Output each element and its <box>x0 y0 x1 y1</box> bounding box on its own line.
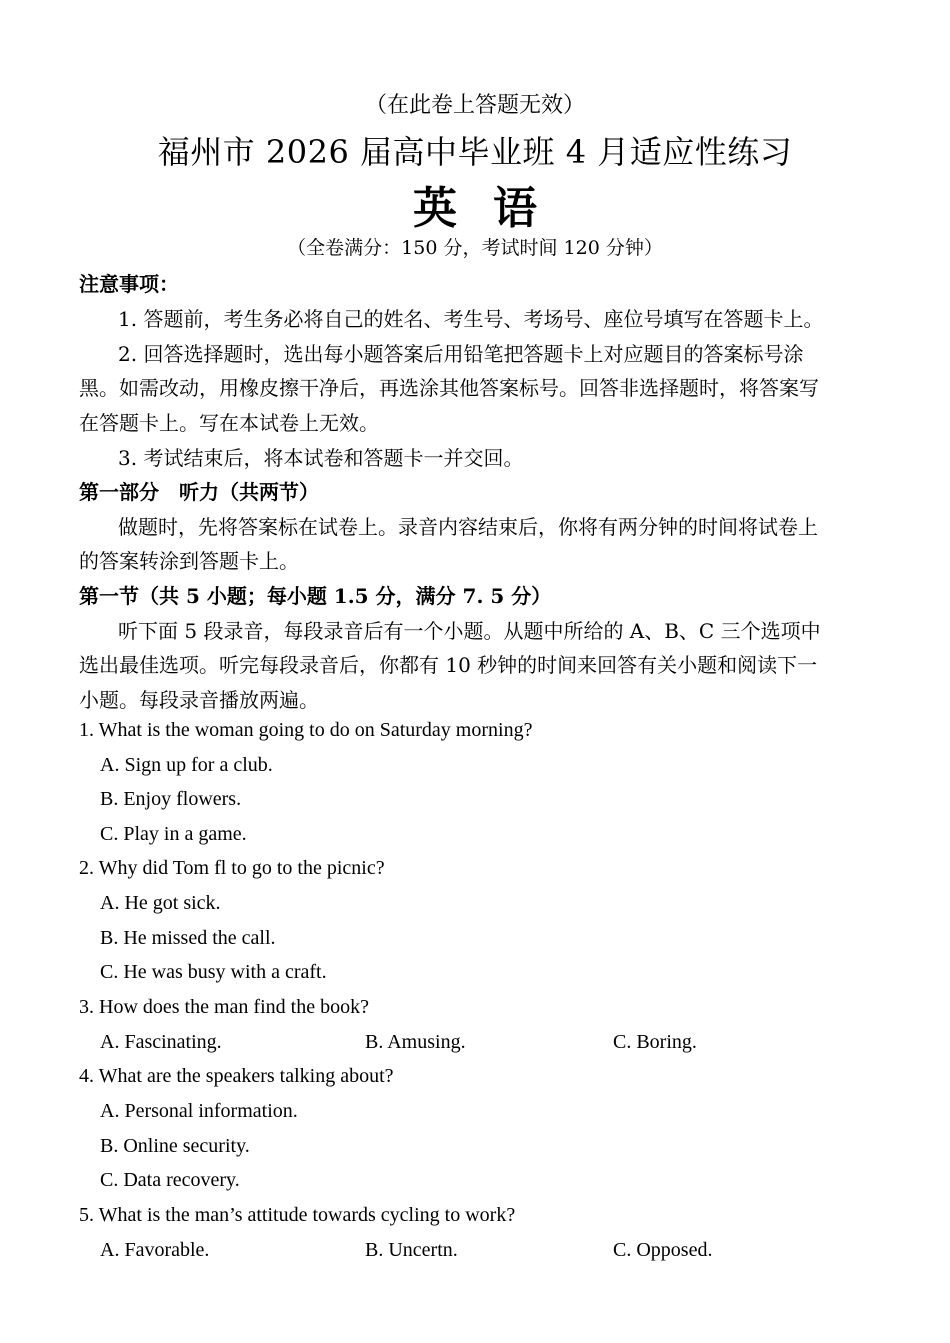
option-b: B. Online security. <box>100 1135 250 1157</box>
exam-title: 福州市 2026 届高中毕业班 4 月适应性练习 <box>157 133 793 171</box>
option-b: B. Enjoy flowers. <box>100 788 242 810</box>
option-b: B. Uncertn. <box>365 1239 458 1261</box>
question-stem: 2. Why did Tom fl to go to the picnic? <box>79 857 385 879</box>
exam-meta: （全卷满分：150 分，考试时间 120 分钟） <box>287 237 663 259</box>
option-b: B. He missed the call. <box>100 927 276 949</box>
section1-intro-line-2: 选出最佳选项。听完每段录音后，你都有 10 秒钟的时间来回答有关小题和阅读下一 <box>79 653 818 677</box>
option-c: C. Data recovery. <box>100 1169 240 1191</box>
part1-intro-line-1: 做题时，先将答案标在试卷上。录音内容结束后，你将有两分钟的时间将试卷上 <box>118 515 818 539</box>
question-stem: 3. How does the man find the book? <box>79 996 369 1018</box>
option-a: A. Fascinating. <box>100 1031 222 1053</box>
option-c: C. Opposed. <box>613 1239 713 1261</box>
option-b: B. Amusing. <box>365 1031 466 1053</box>
instruction-item-2-line-1: 2. 回答选择题时，选出每小题答案后用铅笔把答题卡上对应题目的答案标号涂 <box>118 342 804 366</box>
instruction-item-1: 1. 答题前，考生务必将自己的姓名、考生号、考场号、座位号填写在答题卡上。 <box>118 307 824 331</box>
subject-title: 英语 <box>413 183 573 234</box>
option-a: A. He got sick. <box>100 892 221 914</box>
option-a: A. Sign up for a club. <box>100 754 273 776</box>
option-c: C. He was busy with a craft. <box>100 961 327 983</box>
instruction-item-3: 3. 考试结束后，将本试卷和答题卡一并交回。 <box>118 446 524 470</box>
instruction-item-2-line-2: 黑。如需改动，用橡皮擦干净后，再选涂其他答案标号。回答非选择题时，将答案写 <box>79 376 819 400</box>
question-stem: 4. What are the speakers talking about? <box>79 1065 394 1087</box>
option-c: C. Boring. <box>613 1031 697 1053</box>
question-stem: 5. What is the man’s attitude towards cycling to work? <box>79 1204 516 1226</box>
section1-heading: 第一节（共 5 小题；每小题 1.5 分，满分 7. 5 分） <box>79 584 552 608</box>
section1-intro-line-3: 小题。每段录音播放两遍。 <box>79 688 319 712</box>
instruction-item-2-line-3: 在答题卡上。写在本试卷上无效。 <box>79 411 379 435</box>
option-a: A. Favorable. <box>100 1239 210 1261</box>
instructions-heading: 注意事项： <box>79 272 179 296</box>
option-c: C. Play in a game. <box>100 823 247 845</box>
section1-intro-line-1: 听下面 5 段录音，每段录音后有一个小题。从题中所给的 A、B、C 三个选项中 <box>118 619 821 643</box>
question-stem: 1. What is the woman going to do on Saturday morning? <box>79 719 533 741</box>
part1-heading: 第一部分 听力（共两节） <box>79 480 319 504</box>
part1-intro-line-2: 的答案转涂到答题卡上。 <box>79 549 299 573</box>
option-a: A. Personal information. <box>100 1100 298 1122</box>
answer-notice: （在此卷上答题无效） <box>364 93 585 118</box>
